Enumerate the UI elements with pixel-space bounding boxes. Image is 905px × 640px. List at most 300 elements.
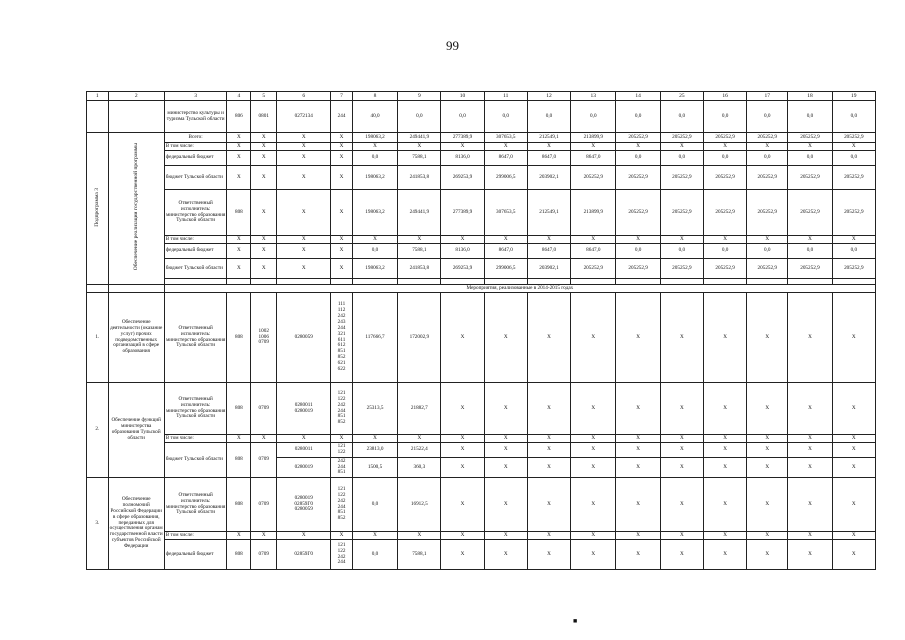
value-cell: 205252,9 [704,190,747,236]
x-cell: Х [660,435,703,443]
value-cell: 307653,5 [484,190,527,236]
x-cell: Х [788,435,832,443]
event-number: 2. [87,383,109,478]
value-cell: 0,0 [484,101,527,133]
code-line: 852 [337,515,346,522]
column-number: 18 [788,92,832,101]
x-cell: Х [527,236,570,244]
value-cell: 241853,8 [398,166,441,190]
value-cell: 25313,5 [352,383,397,435]
table-row [87,133,876,143]
x-cell: Х [352,143,397,151]
value-cell: 212549,1 [527,133,570,143]
value-cell: 205252,9 [660,259,703,279]
table-row [87,101,876,133]
column-number: 14 [616,92,660,101]
vr-code [331,540,353,570]
value-cell: 269253,9 [441,259,484,279]
grbs-code: 808 [227,540,251,570]
x-cell: Х [571,443,616,458]
value-cell: 23813,0 [352,443,397,458]
x-cell: Х [277,532,331,540]
x-cell: Х [747,540,788,570]
x-cell: Х [441,435,484,443]
value-cell: 0,0 [616,101,660,133]
page-number: 99 [446,38,459,53]
x-cell: Х [398,143,441,151]
x-cell: Х [616,293,660,383]
value-cell: 0,0 [616,151,660,166]
column-number: 9 [398,92,441,101]
incl-label: В том числе: [164,532,227,540]
value-cell: 8647,0 [527,244,570,259]
x-cell: Х [571,532,616,540]
x-cell: Х [832,435,875,443]
column-number: 17 [747,92,788,101]
code-line: 852 [337,419,346,426]
event-name: Обеспечение деятельности (оказание услуг) прочих подведомственных организаций в сфере образования [108,293,164,383]
x-cell: Х [484,478,527,532]
x-cell: Х [788,458,832,478]
value-cell: 0,0 [398,101,441,133]
total-label: Всего: [164,133,227,143]
value-cell: 205252,9 [660,166,703,190]
x-cell: Х [788,540,832,570]
value-cell: 0,0 [352,244,397,259]
x-cell: Х [832,458,875,478]
value-cell: 0,0 [747,151,788,166]
rzpr-code [251,293,277,383]
value-cell: 205252,9 [571,259,616,279]
value-cell: 198063,2 [352,166,397,190]
code-line: 122 [337,395,346,402]
value-cell: 0,0 [441,101,484,133]
x-cell: Х [527,143,570,151]
regional-budget-label: бюджет Тульской области [164,259,227,279]
x-cell: Х [832,540,875,570]
value-cell: 269253,9 [441,166,484,190]
x-cell: Х [227,435,251,443]
x-cell: Х [704,383,747,435]
responsible-executor: Ответственный исполнитель: министерство образования Тульской области [164,190,227,236]
code-line: 851 [337,509,346,516]
value-cell: 205252,9 [660,133,703,143]
csr-code: 0280019 [277,458,331,478]
value-cell: 205252,9 [704,166,747,190]
value-cell: 0,0 [788,151,832,166]
table-row [87,259,876,279]
value-cell: 0,0 [352,540,397,570]
value-cell: 205252,9 [704,133,747,143]
code-line: 0280059 [294,506,313,513]
code-line: 851 [337,348,346,355]
value-cell: 205252,9 [704,259,747,279]
executor-name: министерство культуры и туризма Тульской области [164,101,227,133]
grbs-code: 808 [227,383,251,435]
x-cell: Х [251,236,277,244]
code-line: 612 [337,342,346,349]
code-line: 611 [337,336,346,343]
stray-mark: ■ [573,617,578,625]
grbs-code: 808 [227,293,251,383]
x-cell: Х [484,540,527,570]
x-cell: Х [832,143,875,151]
code-line: 121 [337,541,346,548]
code-line: 244 [337,407,346,414]
column-number: 6 [277,92,331,101]
table-row [87,190,876,236]
value-cell: 7588,1 [398,151,441,166]
x-cell: Х [527,532,570,540]
table-row [87,435,876,443]
value-cell: 198063,2 [352,190,397,236]
code-line: 852 [337,354,346,361]
x-cell: Х [832,293,875,383]
table-row [87,293,876,383]
x-cell: Х [571,540,616,570]
x-cell: Х [832,383,875,435]
value-cell: 21522,4 [398,443,441,458]
grbs-code: 808 [227,190,251,236]
value-cell: 8647,0 [527,151,570,166]
x-cell: Х [704,293,747,383]
x-cell: Х [616,540,660,570]
value-cell: 8647,0 [484,244,527,259]
x-cell: Х [331,435,353,443]
column-number: 13 [571,92,616,101]
x-cell: Х [398,236,441,244]
value-cell: 40,0 [352,101,397,133]
x-cell: Х [484,236,527,244]
x-cell: Х [277,244,331,259]
code-line: 112 [337,306,346,313]
incl-label: В том числе: [164,143,227,151]
x-cell: Х [251,143,277,151]
x-cell: Х [527,458,570,478]
fed-budget-label: федеральный бюджет [164,151,227,166]
value-cell: 299006,5 [484,259,527,279]
value-cell: 0,0 [704,101,747,133]
x-cell: Х [747,383,788,435]
x-cell: Х [571,458,616,478]
x-cell: Х [571,293,616,383]
column-number: 19 [832,92,875,101]
value-cell: 172002,9 [398,293,441,383]
code-line: 02859Г0 [294,500,313,507]
event-number: 3. [87,478,109,570]
x-cell: Х [704,532,747,540]
x-cell: Х [484,383,527,435]
vr-code [331,293,353,383]
code-line: 242 [337,457,346,464]
value-cell: 0,0 [747,244,788,259]
x-cell: Х [832,443,875,458]
x-cell: Х [616,435,660,443]
x-cell: Х [441,293,484,383]
x-cell: Х [331,244,353,259]
code-line: 0280011 [294,401,313,408]
x-cell: Х [331,166,353,190]
x-cell: Х [788,143,832,151]
rzpr-code: 0709 [251,478,277,532]
regional-budget-label: бюджет Тульской области [164,443,227,478]
code-line: 242 [337,312,346,319]
x-cell: Х [227,133,251,143]
empty-cell [87,285,109,293]
value-cell: 8136,0 [441,244,484,259]
x-cell: Х [441,532,484,540]
table-body [87,92,876,570]
x-cell: Х [251,166,277,190]
value-cell: 0,0 [704,151,747,166]
x-cell: Х [704,236,747,244]
value-cell: 0,0 [527,101,570,133]
x-cell: Х [660,478,703,532]
x-cell: Х [227,151,251,166]
value-cell: 249441,9 [398,190,441,236]
code-line: 0280019 [294,407,313,414]
x-cell: Х [616,383,660,435]
x-cell: Х [788,293,832,383]
x-cell: Х [484,435,527,443]
x-cell: Х [616,458,660,478]
x-cell: Х [616,236,660,244]
value-cell: 8647,0 [571,244,616,259]
x-cell: Х [527,443,570,458]
x-cell: Х [441,143,484,151]
rzpr-code: 0709 [251,383,277,435]
value-cell: 212549,1 [527,190,570,236]
value-cell: 0,0 [747,101,788,133]
grbs-code: 806 [227,101,251,133]
column-number: 5 [251,92,277,101]
value-cell: 8647,0 [484,151,527,166]
value-cell: 8647,0 [571,151,616,166]
x-cell: Х [527,383,570,435]
x-cell: Х [277,236,331,244]
x-cell: Х [484,532,527,540]
x-cell: Х [616,143,660,151]
value-cell: 203902,1 [527,259,570,279]
vr-code [331,458,353,478]
x-cell: Х [227,532,251,540]
x-cell: Х [227,143,251,151]
value-cell: 0,0 [352,478,397,532]
table-row [87,478,876,532]
csr-code: 0272134 [277,101,331,133]
value-cell: 205252,9 [616,190,660,236]
column-number: 2 [108,92,164,101]
x-cell: Х [331,151,353,166]
x-cell: Х [527,478,570,532]
subprogram-title [108,133,164,285]
grbs-code: 808 [227,478,251,532]
x-cell: Х [747,443,788,458]
x-cell: Х [352,236,397,244]
empty-cell [87,101,109,133]
incl-label: В том числе: [164,236,227,244]
value-cell: 205252,9 [747,259,788,279]
x-cell: Х [616,478,660,532]
x-cell: Х [747,478,788,532]
value-cell: 205252,9 [788,190,832,236]
value-cell: 213899,9 [571,133,616,143]
column-number: 11 [484,92,527,101]
code-line: 122 [337,547,346,554]
subprogram-label [87,133,109,285]
x-cell: Х [352,532,397,540]
column-number: 25 [660,92,703,101]
value-cell: 0,0 [660,244,703,259]
column-number: 3 [164,92,227,101]
value-cell: 299006,5 [484,166,527,190]
x-cell: Х [277,259,331,279]
x-cell: Х [484,458,527,478]
x-cell: Х [747,236,788,244]
table-row [87,244,876,259]
x-cell: Х [277,190,331,236]
column-number: 10 [441,92,484,101]
x-cell: Х [527,293,570,383]
x-cell: Х [788,236,832,244]
value-cell: 7588,1 [398,540,441,570]
x-cell: Х [277,133,331,143]
x-cell: Х [788,383,832,435]
vr-code [331,478,353,532]
regional-budget-label: бюджет Тульской области [164,166,227,190]
x-cell: Х [747,293,788,383]
code-line: 121 [337,443,346,450]
value-cell: 277389,9 [441,133,484,143]
empty-cell [108,285,164,293]
value-cell: 205252,9 [832,259,875,279]
x-cell: Х [251,151,277,166]
subprogram-label-text: Подпрограмма 3 [94,187,101,227]
x-cell: Х [660,293,703,383]
value-cell: 0,0 [788,101,832,133]
rzpr-code: 0709 [251,540,277,570]
csr-code: 0280011 [277,443,331,458]
x-cell: Х [277,151,331,166]
x-cell: Х [704,143,747,151]
value-cell: 205252,9 [616,259,660,279]
column-number: 8 [352,92,397,101]
x-cell: Х [660,383,703,435]
responsible-executor: Ответственный исполнитель: министерство образования Тульской области [164,478,227,532]
fed-budget-label: федеральный бюджет [164,540,227,570]
x-cell: Х [251,435,277,443]
table-row [87,166,876,190]
csr-code [277,478,331,532]
value-cell: 203902,1 [527,166,570,190]
value-cell: 360,3 [398,458,441,478]
section-title: Мероприятия, реализованные в 2014-2015 годах [164,285,875,293]
x-cell: Х [398,532,441,540]
code-line: 244 [337,503,346,510]
value-cell: 205252,9 [747,133,788,143]
table-row [87,143,876,151]
x-cell: Х [277,435,331,443]
x-cell: Х [660,532,703,540]
x-cell: Х [398,435,441,443]
x-cell: Х [788,443,832,458]
x-cell: Х [251,190,277,236]
code-line: 0709 [258,339,269,346]
value-cell: 213899,9 [571,190,616,236]
x-cell: Х [331,190,353,236]
x-cell: Х [704,435,747,443]
value-cell: 16912,5 [398,478,441,532]
code-line: 851 [337,469,346,476]
x-cell: Х [660,236,703,244]
table-row [87,285,876,293]
vr-code [331,383,353,435]
table-row [87,532,876,540]
table-row [87,540,876,570]
value-cell: 0,0 [660,151,703,166]
value-cell: 205252,9 [616,133,660,143]
code-line: 121 [337,485,346,492]
value-cell: 205252,9 [832,133,875,143]
value-cell: 241853,8 [398,259,441,279]
x-cell: Х [832,478,875,532]
value-cell: 0,0 [832,244,875,259]
vr-code: 244 [331,101,353,133]
table-row [87,443,876,458]
event-name: Обеспечение полномочий Российской Федерации в сфере образования, переданных для осуществления органам государственной власти субъектов Российской Федерации [108,478,164,570]
x-cell: Х [227,244,251,259]
value-cell: 205252,9 [788,133,832,143]
value-cell: 117666,7 [352,293,397,383]
value-cell: 8136,0 [441,151,484,166]
value-cell: 198063,2 [352,133,397,143]
value-cell: 249441,9 [398,133,441,143]
x-cell: Х [571,435,616,443]
responsible-executor: Ответственный исполнитель: министерство образования Тульской области [164,383,227,435]
code-line: 1002 [258,327,269,334]
value-cell: 307653,5 [484,133,527,143]
value-cell: 205252,9 [616,166,660,190]
value-cell: 205252,9 [788,166,832,190]
code-line: 621 [337,360,346,367]
value-cell: 205252,9 [788,259,832,279]
x-cell: Х [747,143,788,151]
x-cell: Х [571,383,616,435]
value-cell: 205252,9 [571,166,616,190]
value-cell: 1500,5 [352,458,397,478]
value-cell: 0,0 [616,244,660,259]
x-cell: Х [747,532,788,540]
table-row [87,92,876,101]
code-line: 244 [337,463,346,470]
x-cell: Х [484,443,527,458]
code-line: 243 [337,318,346,325]
value-cell: 205252,9 [747,166,788,190]
code-line: 851 [337,413,346,420]
value-cell: 205252,9 [660,190,703,236]
grbs-code: 808 [227,443,251,478]
x-cell: Х [704,443,747,458]
code-line: 122 [337,449,346,455]
value-cell: 205252,9 [832,166,875,190]
x-cell: Х [571,236,616,244]
budget-table [86,91,876,570]
x-cell: Х [277,143,331,151]
fed-budget-label: федеральный бюджет [164,244,227,259]
column-number: 16 [704,92,747,101]
x-cell: Х [331,532,353,540]
x-cell: Х [251,133,277,143]
